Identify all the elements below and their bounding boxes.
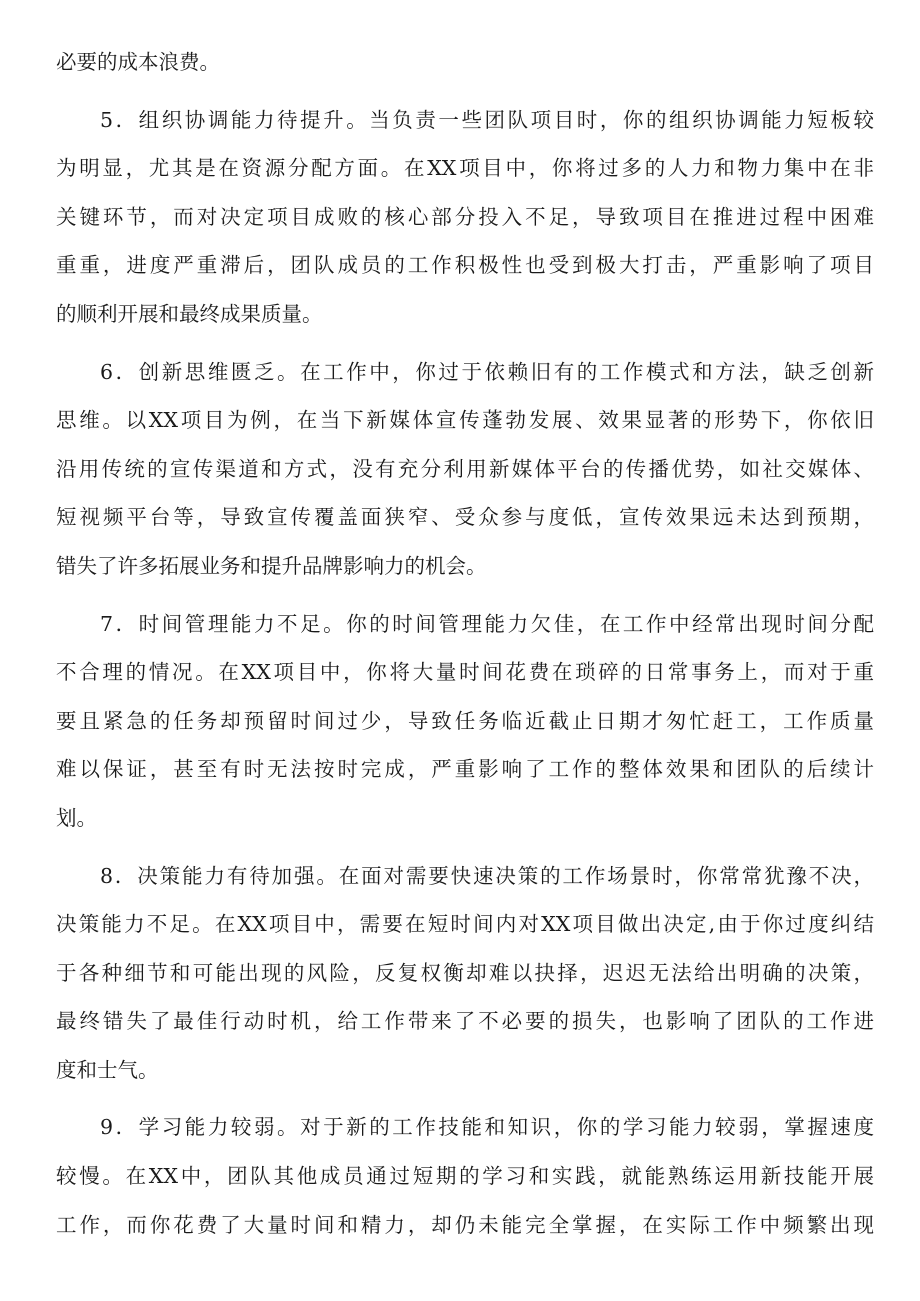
text-line: 5．组织协调能力待提升。当负责一些团队项目时，你的组织协调能力短板较	[100, 107, 874, 132]
text-line: 8．决策能力有待加强。在面对需要快速决策的工作场景时，你常常犹豫不决，	[100, 863, 874, 888]
text-line: 6．创新思维匮乏。在工作中，你过于依赖旧有的工作模式和方法，缺乏创新	[100, 359, 874, 384]
paragraph-7	[56, 600, 874, 843]
text-line: 工作，而你花费了大量时间和精力，却仍未能完全掌握，在实际工作中频繁出现	[56, 1212, 874, 1237]
text-line: 必要的成本浪费。	[56, 50, 220, 74]
text-line: 短视频平台等，导致宣传覆盖面狭窄、受众参与度低，宣传效果远未达到预期，	[56, 505, 874, 530]
text-line: 最终错失了最佳行动时机，给工作带来了不必要的损失，也影响了团队的工作进	[56, 1009, 874, 1034]
text-line: 划。	[56, 805, 97, 830]
text-line: 难以保证，甚至有时无法按时完成，严重影响了工作的整体效果和团队的后续计	[56, 757, 874, 782]
text-line: 为明显，尤其是在资源分配方面。在XX项目中，你将过多的人力和物力集中在非	[56, 156, 874, 181]
text-line: 错失了许多拓展业务和提升品牌影响力的机会。	[56, 553, 487, 578]
text-line: 思维。以XX项目为例，在当下新媒体宣传蓬勃发展、效果显著的形势下，你依旧	[56, 408, 874, 433]
text-line: 决策能力不足。在XX项目中，需要在短时间内对XX项目做出决定,由于你过度纠结	[56, 912, 874, 937]
text-line: 较慢。在XX中，团队其他成员通过短期的学习和实践，就能熟练运用新技能开展	[56, 1164, 874, 1189]
paragraph-6	[56, 348, 874, 591]
text-line: 7．时间管理能力不足。你的时间管理能力欠佳，在工作中经常出现时间分配	[100, 611, 874, 636]
text-line: 度和士气。	[56, 1057, 159, 1082]
text-line: 要且紧急的任务却预留时间过少，导致任务临近截止日期才匆忙赶工，工作质量	[56, 708, 874, 733]
text-line: 于各种细节和可能出现的风险，反复权衡却难以抉择，迟迟无法给出明确的决策，	[56, 960, 874, 985]
document-body	[56, 38, 874, 1249]
text-line: 重重，进度严重滞后，团队成员的工作积极性也受到极大打击，严重影响了项目	[56, 253, 874, 278]
paragraph-8	[56, 852, 874, 1095]
text-line: 关键环节，而对决定项目成败的核心部分投入不足，导致项目在推进过程中困难	[56, 204, 874, 229]
text-line: 的顺利开展和最终成果质量。	[56, 301, 323, 326]
text-line: 9．学习能力较弱。对于新的工作技能和知识，你的学习能力较弱，掌握速度	[100, 1115, 874, 1140]
text-line: 沿用传统的宣传渠道和方式，没有充分利用新媒体平台的传播优势，如社交媒体、	[56, 456, 874, 481]
text-line: 不合理的情况。在XX项目中，你将大量时间花费在琐碎的日常事务上，而对于重	[56, 660, 874, 685]
paragraph-4-tail	[56, 38, 874, 87]
paragraph-9	[56, 1103, 874, 1249]
paragraph-5	[56, 96, 874, 339]
